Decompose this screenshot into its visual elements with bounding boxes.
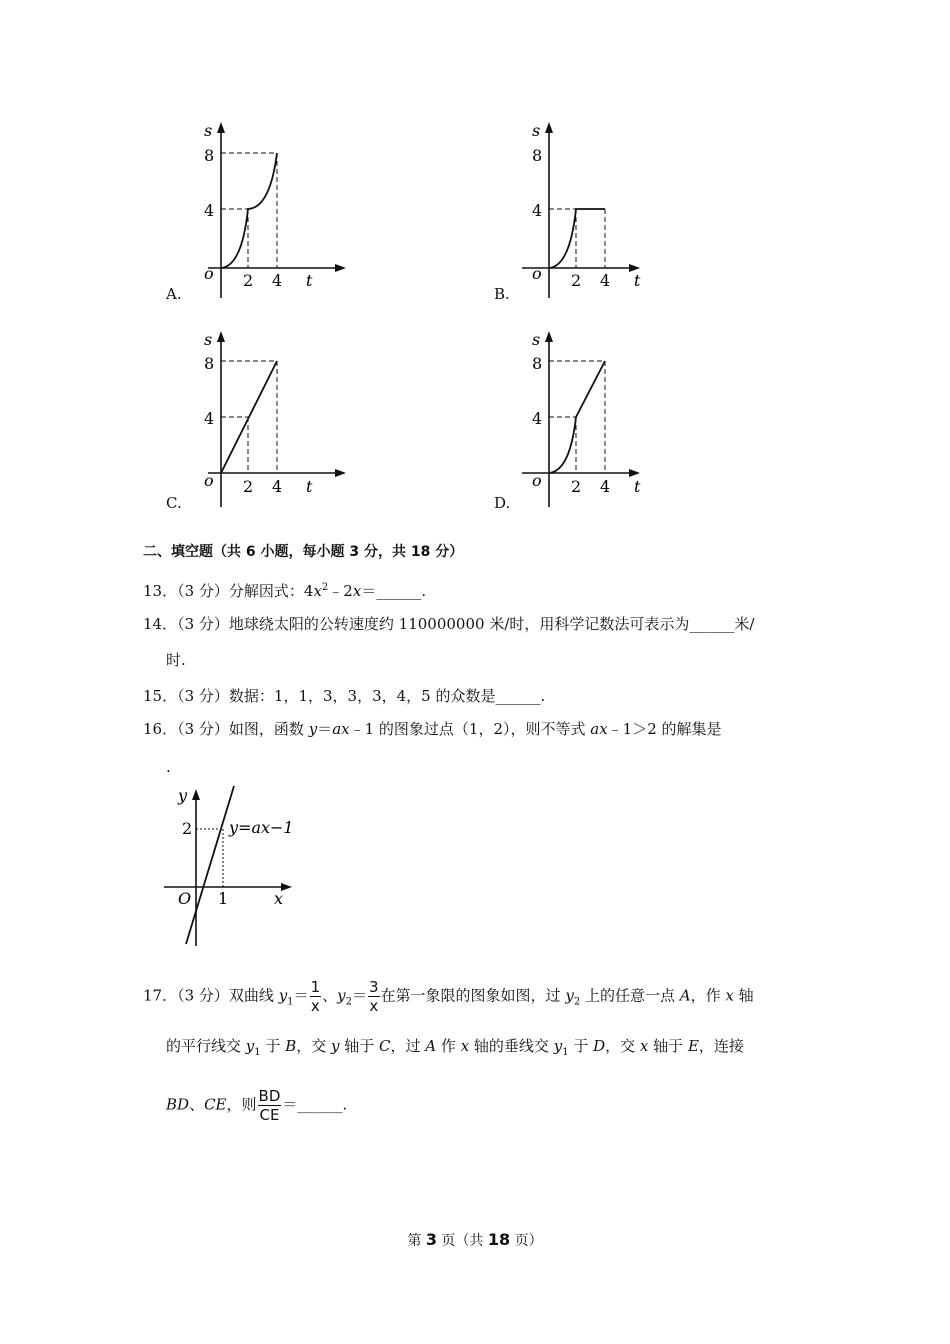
x-var-label: t (634, 477, 641, 496)
x-tick-4: 4 (600, 271, 611, 290)
question-14-line2: 时. (166, 651, 186, 669)
q13-score: （3 分） (177, 582, 229, 600)
frac-1-over-x: $\frac{1}{x}$ (310, 978, 321, 1015)
frac-3-over-x: $\frac{3}{x}$ (369, 978, 379, 1015)
option-c-label: C. (166, 494, 182, 512)
x-tick-2: 2 (243, 477, 254, 496)
x-tick-2: 2 (571, 271, 582, 290)
x-tick-2: 2 (571, 477, 582, 496)
x-var-label: t (306, 271, 313, 290)
graph-c (190, 325, 330, 515)
graph-b-curve (549, 209, 605, 268)
x-tick-4: 4 (600, 477, 611, 496)
graph-a (190, 116, 330, 306)
y-tick-4: 4 (532, 201, 543, 220)
x-tick-4: 4 (272, 271, 283, 290)
y-var-label: s (204, 121, 213, 140)
y-var-label: s (532, 330, 541, 349)
page-footer: 第 3 页（共 18 页） (407, 1230, 543, 1249)
origin-label: o (532, 471, 542, 490)
origin-label: o (204, 264, 214, 283)
question-13: 13．（3 分）分解因式：$4x^2﹣2x=\_\_\_\_\_\_$. (143, 582, 427, 600)
q16-tick-1: 1 (218, 889, 229, 908)
y-tick-8: 8 (204, 354, 215, 373)
graph-c-svg (190, 325, 330, 515)
question-16-line2: . (166, 758, 171, 776)
graph-b (518, 116, 658, 306)
x-var-label: t (306, 477, 313, 496)
graph-b-svg (518, 116, 658, 306)
q16-figure-svg (160, 786, 300, 951)
section-title: 二、填空题（共 6 小题，每小题 3 分，共 18 分） (143, 544, 464, 560)
q16-line-label: y=ax−1 (229, 818, 294, 837)
question-14: 14．（3 分）地球绕太阳的公转速度约 110000000 米/时，用科学记数法可表示为______米/ (143, 615, 755, 633)
page-total: 18 (487, 1230, 511, 1249)
origin-label: o (532, 264, 542, 283)
x-tick-2: 2 (243, 271, 254, 290)
option-a-label: A. (166, 285, 182, 303)
x-axis-arrow (335, 264, 346, 272)
frac-bd-over-ce: $\frac{BD}{CE}$ (258, 1087, 281, 1124)
graph-d (518, 325, 658, 515)
q16-tick-2: 2 (182, 819, 193, 838)
q16-figure (160, 786, 300, 951)
question-17-line2: 的平行线交 $y_1$ 于 B，交 y 轴于 C，过 A 作 x 轴的垂线交 $y_1$ 于 D，交 x 轴于 E，连接 (166, 1037, 744, 1058)
option-d-label: D. (494, 494, 511, 512)
y-tick-8: 8 (532, 354, 543, 373)
option-b-label: B. (494, 285, 510, 303)
question-16: 16．（3 分）如图，函数 y＝ax﹣1 的图象过点（1，2），则不等式 ax﹣1＞2 的解集是 (143, 720, 722, 738)
y-tick-4: 4 (204, 201, 215, 220)
graph-a-svg (190, 116, 330, 306)
y-tick-8: 8 (204, 146, 215, 165)
question-17-line3: BD、CE，则 $\frac{BD}{CE}$ ＝______. (166, 1087, 348, 1124)
y-var-label: s (204, 330, 213, 349)
q16-line (186, 786, 234, 944)
x-var-label: t (634, 271, 641, 290)
origin-label: o (204, 471, 214, 490)
y-axis-arrow (217, 122, 225, 133)
q13-num: 13． (143, 582, 178, 600)
y-tick-4: 4 (204, 409, 215, 428)
page-number: 3 (425, 1230, 437, 1249)
y-tick-8: 8 (532, 146, 543, 165)
graph-a-curve (221, 153, 277, 268)
y-tick-4: 4 (532, 409, 543, 428)
q16-origin: O (178, 889, 192, 908)
y-var-label: s (532, 121, 541, 140)
q16-y-label: y (178, 786, 188, 805)
graph-d-svg (518, 325, 658, 515)
question-15: 15．（3 分）数据：1，1，3，3，3，4，5 的众数是______. (143, 687, 546, 705)
q16-x-label: x (274, 889, 284, 908)
question-17: 17．（3 分）双曲线 $y_1=$ $\frac{1}{x}$ 、$y_2=$ $\frac{3}{x}$ 在第一象限的图象如图，过 $y_2$ 上的任意一点 A，作 x 轴 (143, 978, 754, 1015)
x-tick-4: 4 (272, 477, 283, 496)
